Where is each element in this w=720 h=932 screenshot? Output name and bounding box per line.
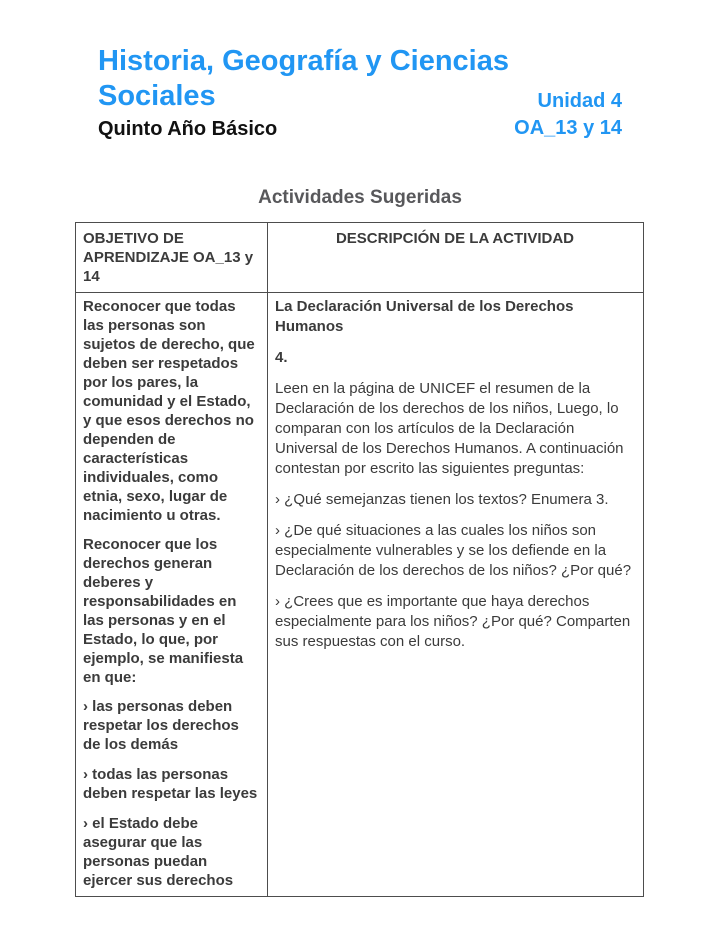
activity-question: › ¿De qué situaciones a las cuales los niños son especialmente vulnerables y se los defiende en la Declaración de los derechos de los niños? ¿Por qué?	[275, 522, 632, 579]
objective-bullet: › las personas deben respetar los derechos de los demás	[83, 698, 239, 753]
activities-table	[75, 222, 644, 897]
activity-question: › ¿Crees que es importante que haya derechos especialmente para los niños? ¿Por qué? Comparten sus respuestas con el curso.	[275, 593, 631, 650]
activity-intro: Leen en la página de UNICEF el resumen de la Declaración de los derechos de los niños, Luego, lo comparan con los artículos de la Declaración Universal de los Derechos Humanos. A continuación contestan por escrito las siguientes preguntas:	[275, 380, 624, 477]
document-header	[0, 0, 720, 141]
unit-label: Unidad 4	[537, 90, 622, 112]
oa-code-label: OA_13 y 14	[514, 117, 622, 139]
activity-question: › ¿Qué semejanzas tienen los textos? Enumera 3.	[275, 491, 609, 508]
objective-bullet: › el Estado debe asegurar que las personas puedan ejercer sus derechos	[83, 815, 234, 889]
grade-subtitle: Quinto Año Básico	[98, 118, 278, 140]
section-title: Actividades Sugeridas	[258, 187, 462, 208]
activity-cell	[268, 293, 644, 897]
course-title: Historia, Geografía y Ciencias Sociales	[98, 45, 509, 112]
table-header-row	[76, 223, 644, 293]
column-header-objective: OBJETIVO DE APRENDIZAJE OA_13 y 14	[76, 223, 268, 293]
objective-cell	[76, 293, 268, 897]
objective-paragraph: Reconocer que todas las personas son sujetos de derecho, que deben ser respetados por los pares, la comunidad y el Estado, y que esos derechos no dependen de características individuales, como etnia, sexo, lugar de nacimiento u otras.	[83, 298, 255, 524]
objective-paragraph: Reconocer que los derechos generan deberes y responsabilidades en las personas y en el Estado, lo que, por ejemplo, se manifiesta en que:	[83, 536, 244, 686]
objective-bullet: › todas las personas deben respetar las leyes	[83, 766, 258, 802]
activity-number: 4.	[275, 349, 288, 366]
column-header-activity: DESCRIPCIÓN DE LA ACTIVIDAD	[268, 223, 644, 293]
table-body-row	[76, 293, 644, 897]
unit-meta	[514, 88, 622, 142]
activity-title: La Declaración Universal de los Derechos Humanos	[275, 298, 574, 335]
